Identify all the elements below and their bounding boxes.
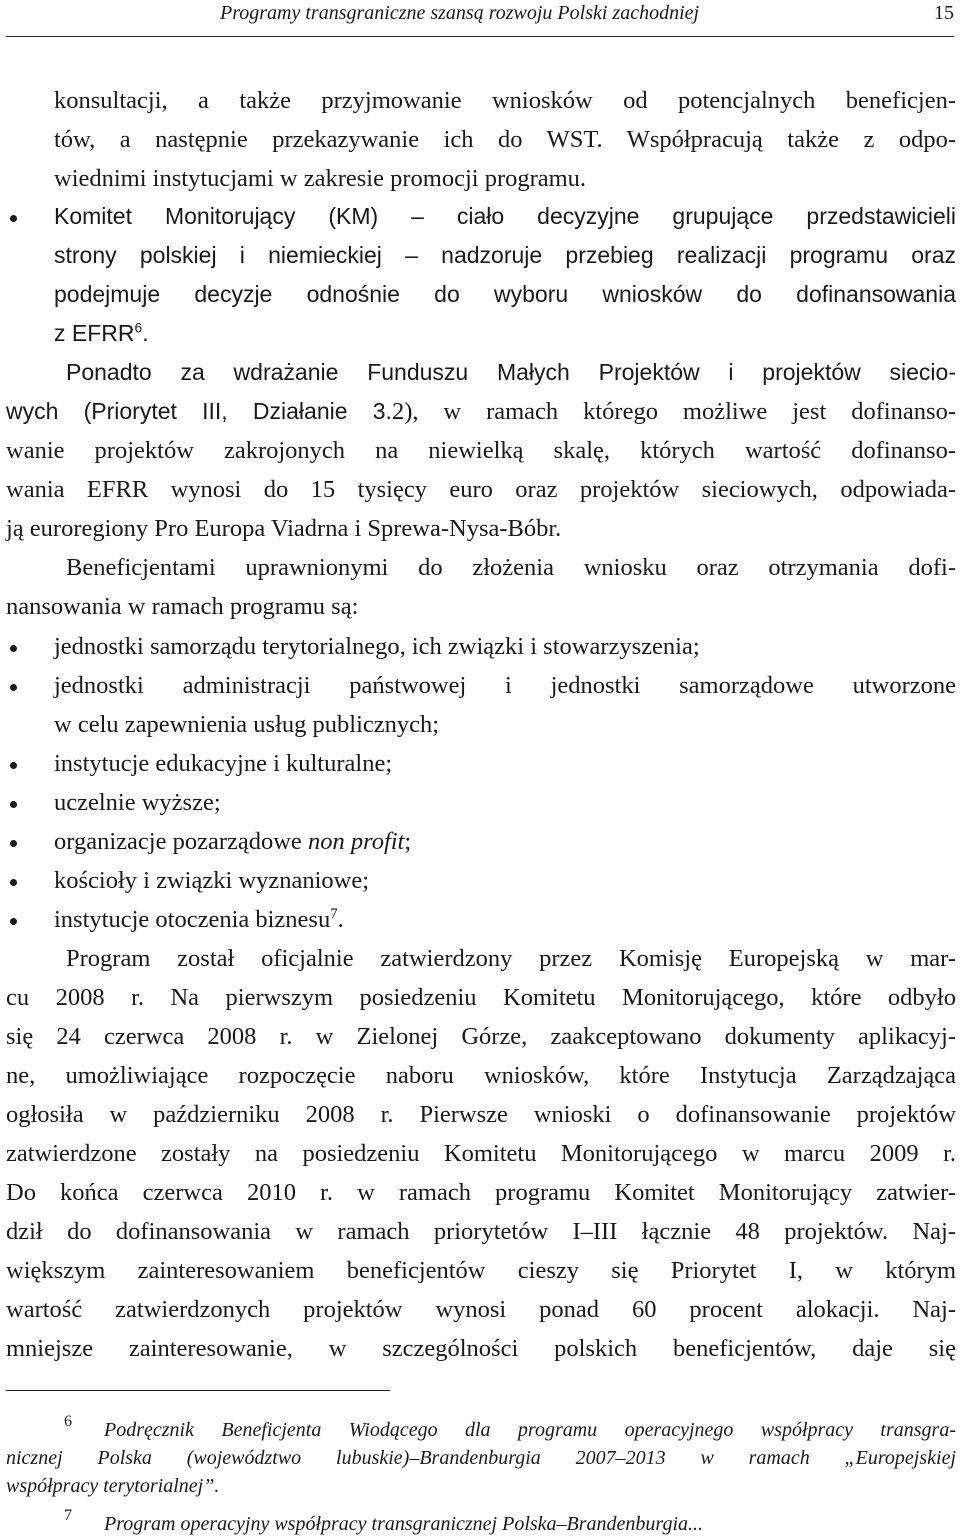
footnote-6-number: 6 <box>64 1413 72 1430</box>
paragraph-line: Do końca czerwca 2010 r. w ramach programu Komitet Monitorujący zatwier- <box>6 1179 956 1206</box>
paragraph-line: wanie projektów zakrojonych na niewielką skalę, których wartość dofinanso- <box>6 437 956 464</box>
km-line-end: . <box>142 320 149 346</box>
footnote-7-number: 7 <box>64 1507 72 1524</box>
paragraph-line: się 24 czerwca 2008 r. w Zielonej Górze, zaakceptowano dokumenty aplikacyj- <box>6 1023 956 1050</box>
bullet-icon <box>10 822 22 861</box>
paragraph-line: wiednimi instytucjami w zakresie promocji programu. <box>54 165 587 192</box>
bullet-icon <box>10 744 22 783</box>
list-item-text: instytucje otoczenia biznesu <box>54 906 331 933</box>
km-line-text: z EFRR <box>54 320 135 346</box>
list-item: jednostki samorządu terytorialnego, ich związki i stowarzyszenia; <box>54 633 700 660</box>
footnote-line: współpracy terytorialnej”. <box>6 1475 220 1497</box>
footnote-ref-7: 7 <box>330 905 338 922</box>
list-item: instytucje edukacyjne i kulturalne; <box>54 750 393 777</box>
km-line: strony polskiej i niemieckiej – nadzoruje przebieg realizacji programu oraz <box>54 242 956 268</box>
list-item: jednostki administracji państwowej i jednostki samorządowe utworzone <box>54 672 956 699</box>
list-item-italic: non profit <box>307 828 405 855</box>
paragraph-line: Ponadto za wdrażanie Funduszu Małych Projektów i projektów siecio- <box>66 359 956 385</box>
footnote-ref-6: 6 <box>134 320 143 336</box>
list-item <box>54 900 960 939</box>
paragraph-line: nansowania w ramach programu są: <box>6 593 359 620</box>
footnote-line: Program operacyjny współpracy transgranicznej Polska–Brandenburgia... <box>104 1513 704 1535</box>
running-header <box>0 0 960 36</box>
bullet-icon <box>10 627 22 666</box>
bullet-icon <box>10 900 22 939</box>
bullet-icon <box>10 783 22 822</box>
list-item <box>54 822 960 861</box>
km-line: podejmuje decyzje odnośnie do wyboru wniosków do dofinansowania <box>54 281 956 307</box>
paragraph-segment: 2), w ramach którego możliwe jest dofinanso- <box>391 398 956 425</box>
list-item: uczelnie wyższe; <box>54 789 221 816</box>
paragraph-line: zatwierdzone zostały na posiedzeniu Komitetu Monitorującego w marcu 2009 r. <box>6 1140 956 1167</box>
bullet-icon <box>10 666 22 705</box>
list-item: kościoły i związki wyznaniowe; <box>54 867 370 894</box>
paragraph-line: ogłosiła w październiku 2008 r. Pierwsze wnioski o dofinansowanie projektów <box>6 1101 956 1128</box>
bullet-icon <box>10 861 22 900</box>
paragraph-line: większym zainteresowaniem beneficjentów cieszy się Priorytet I, w którym <box>6 1257 956 1284</box>
paragraph-line: ją euroregiony Pro Europa Viadrna i Sprewa-Nysa-Bóbr. <box>6 515 562 542</box>
paragraph-line: konsultacji, a także przyjmowanie wniosków od potencjalnych beneficjen- <box>54 87 956 114</box>
paragraph-line: cu 2008 r. Na pierwszym posiedzeniu Komitetu Monitorującego, które odbyło <box>6 984 956 1011</box>
header-rule <box>6 36 954 37</box>
list-item-continuation: w celu zapewnienia usług publicznych; <box>54 711 440 738</box>
paragraph-line: tów, a następnie przekazywanie ich do WST. Współpracują także z odpo- <box>54 126 956 153</box>
list-item-text: organizacje pozarządowe <box>54 828 308 855</box>
footnote-line: nicznej Polska (województwo lubuskie)–Brandenburgia 2007–2013 w ramach „Europejskiej <box>6 1447 956 1469</box>
paragraph-line: mniejsze zainteresowanie, w szczególności polskich beneficjentów, daje się <box>6 1335 956 1362</box>
footnote-line: Podręcznik Beneficjenta Wiodącego dla programu operacyjnego współpracy transgra- <box>104 1419 956 1441</box>
paragraph-line: Beneficjentami uprawnionymi do złożenia wniosku oraz otrzymania dofi- <box>66 554 956 581</box>
list-item-end: ; <box>404 828 412 855</box>
paragraph-line <box>6 392 956 431</box>
paragraph-line: wartość zatwierdzonych projektów wynosi ponad 60 procent alokacji. Naj- <box>6 1296 956 1323</box>
km-line <box>54 314 960 353</box>
paragraph-line: ne, umożliwiające rozpoczęcie naboru wniosków, które Instytucja Zarządzająca <box>6 1062 956 1089</box>
paragraph-line: dził do dofinansowania w ramach priorytetów I–III łącznie 48 projektów. Naj- <box>6 1218 956 1245</box>
km-line: Komitet Monitorujący (KM) – ciało decyzyjne grupujące przedstawicieli <box>54 203 956 229</box>
bullet-icon <box>10 197 22 236</box>
page-number: 15 <box>934 2 954 24</box>
list-item-end: . <box>337 906 344 933</box>
running-header-title: Programy transgraniczne szansą rozwoju Polski zachodniej <box>220 2 700 24</box>
paragraph-line: wania EFRR wynosi do 15 tysięcy euro oraz projektów sieciowych, odpowiada- <box>6 476 956 503</box>
footnote-rule <box>6 1390 390 1391</box>
paragraph-line: Program został oficjalnie zatwierdzony przez Komisję Europejską w mar- <box>66 945 956 972</box>
paragraph-segment: wych (Priorytet III, Działanie 3. <box>6 398 392 424</box>
